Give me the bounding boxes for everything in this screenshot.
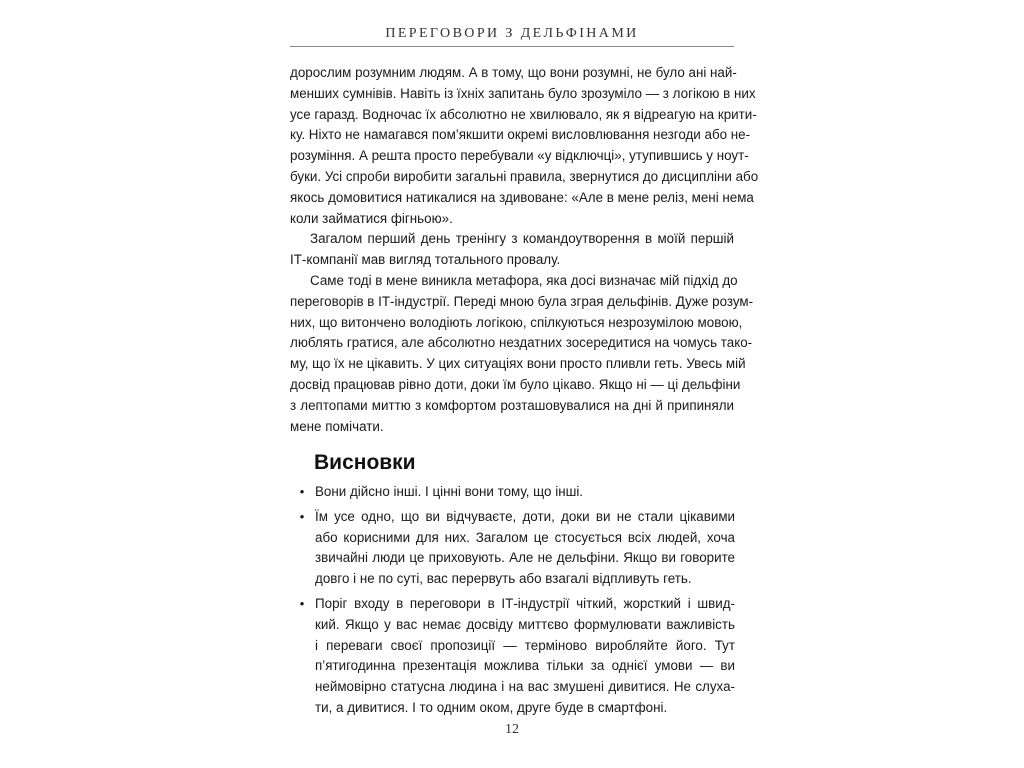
text-line: Вони дійсно інші. І цінні вони тому, що інші. [315,484,584,499]
text-line: п’ятигодинна презентація можлива тільки за однієї умови — ви [315,658,735,674]
bullet-list [295,482,735,719]
header-rule [290,46,734,47]
bullet-icon: • [299,595,305,611]
text-line: і переваги своєї пропозиції — терміново виробляйте його. Тут [315,637,735,653]
text-line: якось домовитися натикалися на здивоване: «Але в мене реліз, мені нема [290,189,754,205]
text-line: кий. Якщо у вас немає досвіду миттєво формулювати важливість [315,616,735,632]
text-line: звичайні люди це приховують. Але не дельфіни. Якщо ви говорите [315,550,735,566]
text-line: Поріг входу в переговори в ІТ-індустрії чіткий, жорсткий і швид- [315,595,735,611]
page-number: 12 [505,722,519,737]
text-line: них, що витончено володіють логікою, спілкуються незрозумілою мовою, [290,314,743,330]
list-item [295,594,735,719]
text-line: ти, а дивитися. І то одним оком, друге буде в смартфоні. [315,699,668,715]
text-line: ІТ-компанії мав вигляд тотального провалу. [290,252,561,268]
bullet-icon: • [299,508,305,524]
text-line: усе гаразд. Водночас їх абсолютно не хвилювало, як я відреагую на крити- [290,106,757,122]
text-line: буки. Усі спроби виробити загальні правила, звернутися до дисципліни або [290,168,759,184]
text-line: мене помічати. [290,418,384,434]
list-item [295,507,735,590]
text-line: довго і не по суті, вас перервуть або взагалі відпливуть геть. [315,571,692,587]
text-line: розуміння. А решта просто перебували «у відключці», утупившись у ноут- [290,148,749,164]
running-title: ПЕРЕГОВОРИ З ДЕЛЬФІНАМИ [385,26,639,41]
text-line: або корисними для них. Загалом це стосується всіх людей, хоча [315,529,735,545]
text-line: Їм усе одно, що ви відчуваєте, доти, доки ви не стали цікавими [315,508,735,524]
text-line: Загалом перший день тренінгу з командоутворення в моїй першій [310,231,734,247]
text-line: Саме тоді в мене виникла метафора, яка досі визначає мій підхід до [310,272,738,288]
text-line: коли займатися фігньою». [290,210,453,226]
text-line: переговорів в ІТ-індустрії. Переді мною була зграя дельфінів. Дуже розум- [290,293,754,309]
text-line: менших сумнівів. Навіть із їхніх запитань було зрозуміло — з логікою в них [290,85,756,101]
text-line: ку. Ніхто не намагався пом’якшити окремі висловлювання незгоди або не- [290,127,751,143]
text-line: з лептопами миттю з комфортом розташовувалися на дні й припиняли [290,397,734,413]
body-text [290,63,759,437]
bullet-icon: • [299,484,305,499]
text-line: люблять гратися, але абсолютно нездатних зосередитися на чомусь тако- [290,335,753,351]
text-line: му, що їх не цікавить. У цих ситуаціях вони просто пливли геть. Увесь мій [290,356,746,372]
list-item [295,482,735,503]
text-line: неймовірно статусна людина і на вас змушені дивитися. Не слуха- [315,679,735,695]
text-line: досвід працював рівно доти, доки їм було цікаво. Якщо ні — ці дельфіни [290,376,741,392]
text-line: дорослим розумним людям. А в тому, що вони розумні, не було ані най- [290,65,737,80]
section-heading: Висновки [314,451,416,474]
